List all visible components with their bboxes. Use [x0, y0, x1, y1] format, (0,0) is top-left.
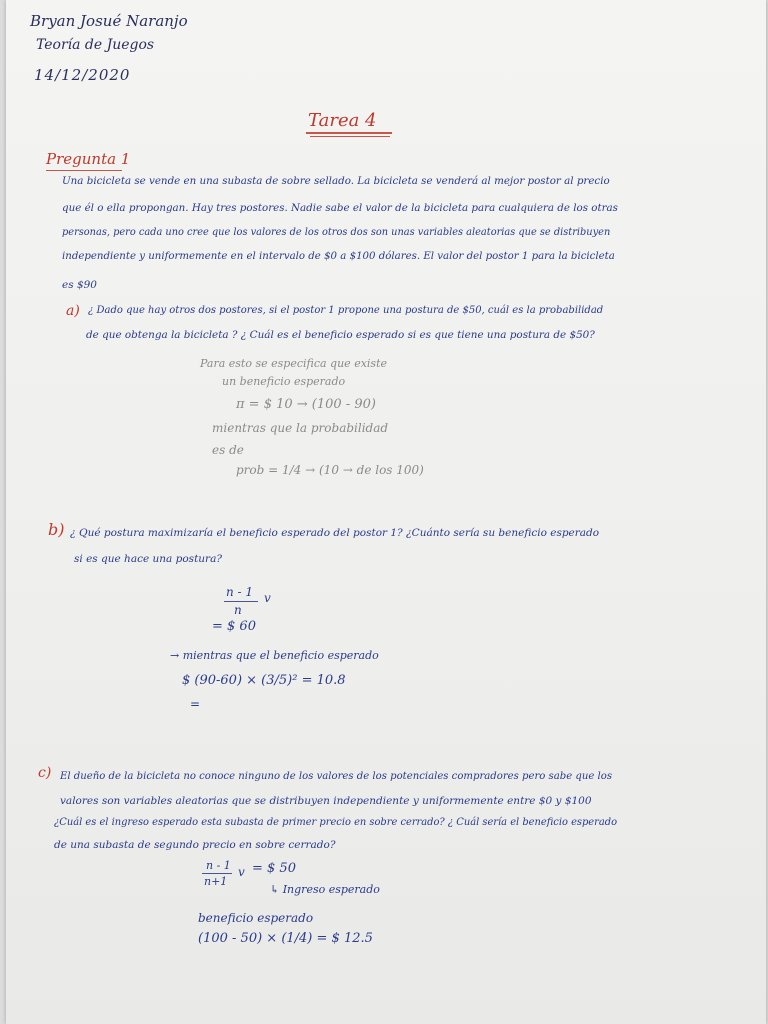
part-a-label: a) [66, 303, 80, 319]
title-underline-2 [310, 136, 390, 137]
course-name: Teoría de Juegos [36, 37, 155, 53]
part-b-line-2: si es que hace una postura? [74, 553, 222, 565]
notebook-page [6, 0, 766, 1024]
part-a-work-1: Para esto se especifica que existe [200, 357, 387, 370]
part-a-work-2: un beneficio esperado [222, 375, 346, 388]
part-c-note: ↳ Ingreso esperado [270, 883, 380, 896]
part-c-line-2: valores son variables aleatorias que se distribuyen independiente y uniformemente entre $0 y $100 [60, 795, 592, 807]
part-b-fraction-bar [224, 601, 258, 602]
part-b-line-1: ¿ Qué postura maximizaría el beneficio esperado del postor 1? ¿Cuánto sería su beneficio esperado [70, 527, 600, 539]
part-b-label: b) [48, 520, 65, 539]
question-line-5: es $90 [62, 279, 97, 291]
part-c-line-3: ¿Cuál es el ingreso esperado esta subasta de primer precio en sobre cerrado? ¿ Cuál sería el beneficio esperado [54, 817, 618, 828]
question-line-4: independiente y uniformemente en el intervalo de $0 a $100 dólares. El valor del postor 1 para la bicicleta [62, 251, 615, 262]
part-b-fraction-numerator: n - 1 [226, 585, 254, 599]
question-heading-underline [46, 170, 122, 171]
title-underline [306, 132, 392, 134]
page-title: Tarea 4 [308, 110, 377, 131]
part-c-result: = $ 50 [252, 861, 296, 876]
part-a-line-1: ¿ Dado que hay otros dos postores, si el postor 1 propone una postura de $50, cuál es la probabilidad [88, 305, 604, 316]
question-line-3: personas, pero cada uno cree que los valores de los otros dos son unas variables aleatorias que se distribuyen [62, 227, 611, 238]
part-c-line-1: El dueño de la bicicleta no conoce ninguno de los valores de los potenciales compradores pero sabe que los [60, 771, 613, 782]
part-c-label-2: beneficio esperado [198, 911, 314, 925]
part-b-note: → mientras que el beneficio esperado [170, 649, 379, 662]
part-c-fraction-var: v [238, 865, 245, 879]
header-date: 14/12/2020 [34, 66, 131, 84]
question-heading: Pregunta 1 [46, 150, 131, 168]
part-a-work-3: π = $ 10 → (100 - 90) [236, 397, 376, 412]
part-c-fraction-numerator: n - 1 [206, 859, 231, 872]
part-a-line-2: de que obtenga la bicicleta ? ¿ Cuál es el beneficio esperado si es que tiene una postura de $50? [86, 329, 595, 341]
part-c-calc: (100 - 50) × (1/4) = $ 12.5 [198, 931, 373, 946]
part-a-work-4: mientras que la probabilidad [212, 421, 389, 435]
part-b-fraction-denominator: n [234, 603, 242, 617]
part-c-fraction-denominator: n+1 [204, 875, 228, 888]
part-b-eq: = [190, 697, 201, 711]
part-b-result: = $ 60 [212, 619, 256, 634]
part-a-work-5: es de [212, 443, 244, 457]
author-name: Bryan Josué Naranjo [30, 12, 188, 30]
question-line-1: Una bicicleta se vende en una subasta de sobre sellado. La bicicleta se venderá al mejor postor al precio [62, 175, 610, 187]
part-c-line-4: de una subasta de segundo precio en sobre cerrado? [54, 839, 336, 851]
part-b-fraction-var: v [264, 591, 271, 605]
part-c-label: c) [38, 765, 52, 781]
part-c-fraction-bar [202, 873, 232, 874]
part-b-calc: $ (90-60) × (3/5)² = 10.8 [182, 673, 346, 688]
question-line-2: que él o ella propongan. Hay tres postores. Nadie sabe el valor de la bicicleta para cualquiera de los otras [62, 202, 618, 214]
part-a-work-6: prob = 1/4 → (10 → de los 100) [236, 463, 424, 477]
